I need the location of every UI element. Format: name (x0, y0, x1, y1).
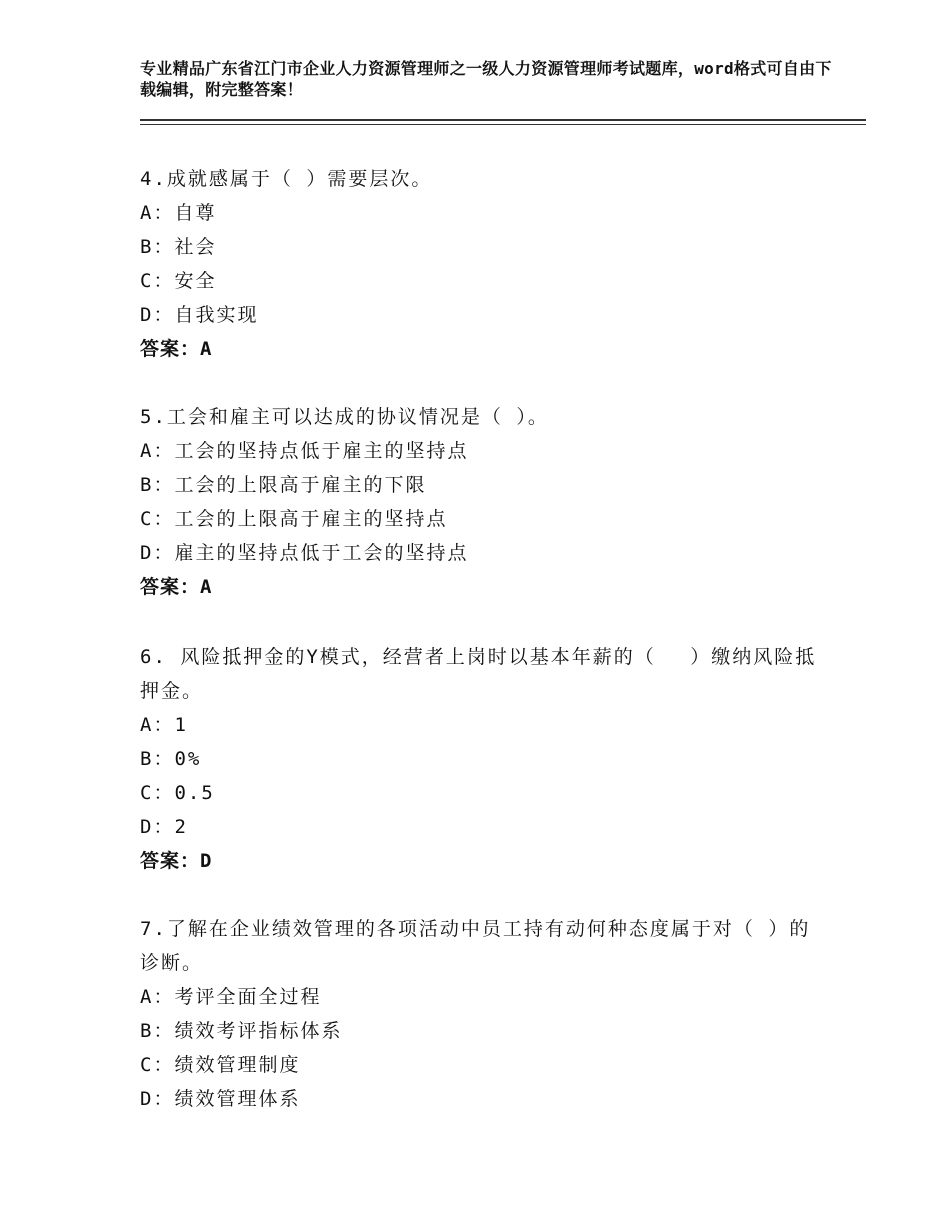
question-4 (140, 162, 820, 366)
answer: 答案：A (140, 338, 213, 360)
option-d: D：自我实现 (140, 304, 259, 326)
option-b: B：社会 (140, 236, 217, 258)
option-a: A：自尊 (140, 202, 217, 224)
answer: 答案：D (140, 850, 213, 872)
option-d: D：雇主的坚持点低于工会的坚持点 (140, 542, 469, 564)
question-stem: 4.成就感属于（ ）需要层次。 (140, 168, 433, 190)
question-stem: 6. 风险抵押金的Y模式，经营者上岗时以基本年薪的（ ）缴纳风险抵押金。 (140, 646, 817, 702)
question-6 (140, 640, 820, 878)
document-header: 专业精品广东省江门市企业人力资源管理师之一级人力资源管理师考试题库，word格式可自由下载编辑，附完整答案！ (140, 59, 832, 99)
option-a: A：考评全面全过程 (140, 986, 322, 1008)
option-c: C：0.5 (140, 782, 215, 804)
question-7 (140, 912, 820, 1116)
answer: 答案：A (140, 576, 213, 598)
option-b: B：绩效考评指标体系 (140, 1020, 343, 1042)
option-b: B：工会的上限高于雇主的下限 (140, 474, 427, 496)
option-a: A：1 (140, 714, 188, 736)
option-a: A：工会的坚持点低于雇主的坚持点 (140, 440, 469, 462)
question-stem: 5.工会和雇主可以达成的协议情况是（ ）。 (140, 406, 549, 428)
option-c: C：安全 (140, 270, 217, 292)
question-stem: 7.了解在企业绩效管理的各项活动中员工持有动何种态度属于对（ ）的诊断。 (140, 918, 811, 974)
option-d: D：绩效管理体系 (140, 1088, 301, 1110)
option-d: D：2 (140, 816, 188, 838)
header-rule-thin (140, 124, 866, 125)
option-c: C：绩效管理制度 (140, 1054, 301, 1076)
header-rule-thick (140, 119, 866, 121)
option-c: C：工会的上限高于雇主的坚持点 (140, 508, 448, 530)
option-b: B：0% (140, 748, 202, 770)
question-5 (140, 400, 820, 604)
